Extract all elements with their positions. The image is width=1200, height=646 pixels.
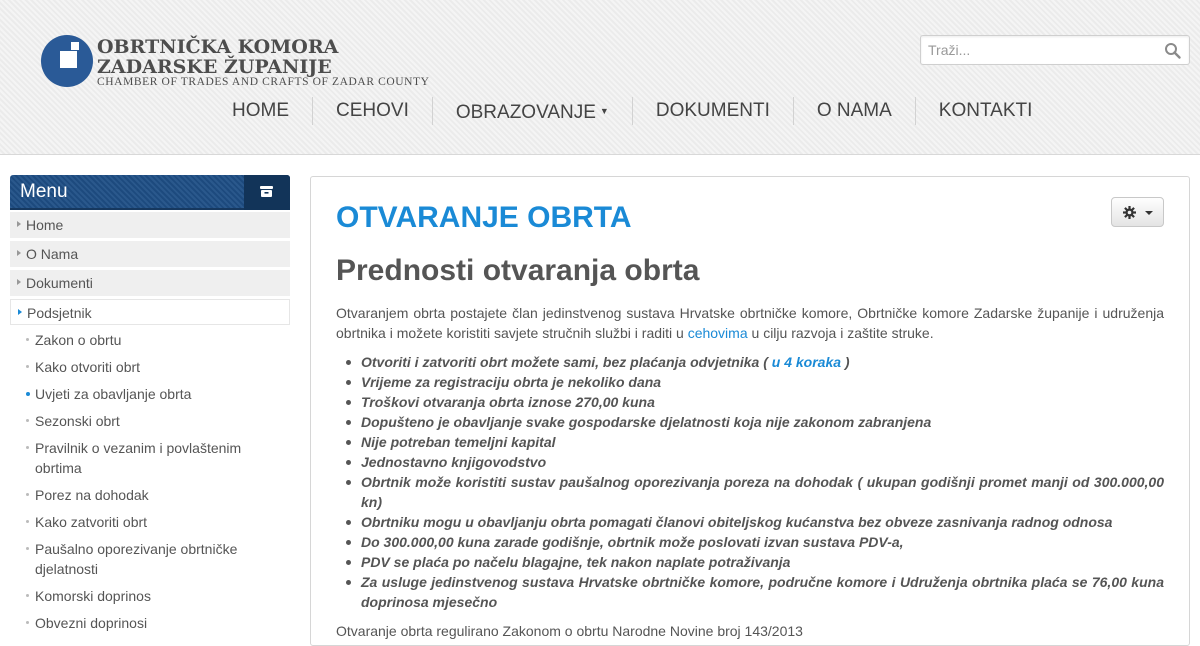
- article-subtitle: Prednosti otvaranja obrta: [336, 254, 700, 287]
- list-item: [361, 352, 1164, 372]
- list-item: Do 300.000,00 kuna zarade godišnje, obrtnik može poslovati izvan sustava PDV-a,: [361, 532, 1164, 552]
- bullet-dot-icon: [26, 621, 29, 624]
- chamber-logo-icon: [40, 34, 94, 88]
- nav-o-nama-label: O NAMA: [816, 100, 892, 121]
- sidebar-item-label: Home: [26, 217, 64, 233]
- bullet-dot-icon: [26, 338, 29, 341]
- list-item: Obrtniku mogu u obavljanju obrta pomagati članovi obiteljskog kućanstva bez obveze zasnivanja radnog odnosa: [361, 512, 1164, 532]
- list-item: Dopušteno je obavljanje svake gospodarske djelatnosti koja nije zakonom zabranjena: [361, 412, 1164, 432]
- submenu-item-label: Pravilnik o vezanim i povlaštenim obrtima: [35, 440, 242, 476]
- nav-kontakti-label: KONTAKTI: [938, 100, 1033, 121]
- submenu-item-obvezni-doprinosi[interactable]: [10, 613, 290, 633]
- bullet-dot-icon: [26, 493, 29, 496]
- logo-subtitle: CHAMBER OF TRADES AND CRAFTS OF ZADAR COUNTY: [97, 76, 430, 88]
- list-item: Nije potreban temeljni kapital: [361, 432, 1164, 452]
- submenu-item-zakon-o-obrtu[interactable]: [10, 330, 290, 350]
- submenu-item-porez-na-dohodak[interactable]: [10, 485, 290, 505]
- search-icon[interactable]: [1164, 42, 1181, 59]
- list-item: Jednostavno knjigovodstvo: [361, 452, 1164, 472]
- site-logo[interactable]: [40, 33, 440, 93]
- search-input[interactable]: [921, 36, 1156, 64]
- bullet-arrow-icon: [17, 279, 21, 285]
- sidebar-item-label: Dokumenti: [26, 275, 93, 291]
- intro-text-end: u cilju razvoja i zaštite struke.: [747, 325, 934, 341]
- nav-dokumenti[interactable]: [632, 97, 793, 125]
- intro-text-start: Otvaranjem obrta postajete član jedinstvenog sustava Hrvatske obrtničke komore, Obrtničke komore Zadarske županije i udruženja obrtnika i možete koristiti savjete stručnih službi i raditi u: [336, 305, 1164, 341]
- bullet-dot-icon: [26, 594, 29, 597]
- bullet-dot-icon: [26, 520, 29, 523]
- sidebar-item-home[interactable]: [10, 212, 290, 238]
- submenu-item-label: Sezonski obrt: [35, 413, 120, 429]
- benefits-list: [361, 352, 1164, 612]
- nav-o-nama[interactable]: [793, 97, 915, 125]
- bullet-arrow-icon: [18, 309, 22, 315]
- sidebar-item-dokumenti[interactable]: [10, 270, 290, 296]
- list-item: Za usluge jedinstvenog sustava Hrvatske obrtničke komore, područne komore i Udruženja obrtnika plaća se 76,00 kuna doprinosa mjesečno: [361, 574, 1164, 610]
- submenu-item-label: Obvezni doprinosi: [35, 615, 148, 631]
- logo-title-line2: ZADARSKE ŽUPANIJE: [97, 56, 332, 78]
- steps-link[interactable]: u 4 koraka: [771, 354, 842, 370]
- cehovima-link[interactable]: cehovima: [687, 325, 748, 341]
- submenu-item-label: Paušalno oporezivanje obrtničke djelatnosti: [35, 541, 238, 577]
- bullet-dot-icon: [26, 365, 29, 368]
- search-box: [920, 35, 1190, 65]
- gear-icon: [1123, 206, 1136, 219]
- regulation-paragraph: Otvaranje obrta regulirano Zakonom o obrtu Narodne Novine broj 143/2013: [336, 623, 803, 639]
- nav-home[interactable]: [209, 97, 312, 125]
- bullet-arrow-icon: [17, 250, 21, 256]
- submenu-item-label: Komorski doprinos: [35, 588, 151, 604]
- bullet-dot-icon: [26, 392, 30, 396]
- intro-paragraph: [336, 303, 1164, 343]
- submenu-item-label: Porez na dohodak: [35, 487, 149, 503]
- sidebar-menu-title: Menu: [20, 181, 68, 202]
- bullet-text-start: Otvoriti i zatvoriti obrt možete sami, bez plaćanja odvjetnika (: [361, 354, 772, 370]
- bullet-arrow-icon: [17, 221, 21, 227]
- article-options-button[interactable]: [1111, 197, 1164, 227]
- list-item: Obrtnik može koristiti sustav paušalnog oporezivanja poreza na dohodak ( ukupan godišnji promet manji od 300.000,00 kn): [361, 474, 1164, 510]
- sidebar-item-o-nama[interactable]: [10, 241, 290, 267]
- bullet-dot-icon: [26, 446, 29, 449]
- logo-title-line1: OBRTNIČKA KOMORA: [97, 36, 339, 58]
- submenu-item-kako-otvoriti-obrt[interactable]: [10, 357, 290, 377]
- nav-cehovi-label: CEHOVI: [336, 100, 409, 121]
- nav-home-label: HOME: [232, 100, 289, 121]
- sidebar-menu-header: [10, 175, 290, 210]
- nav-obrazovanje[interactable]: [432, 97, 632, 125]
- nav-obrazovanje-label: OBRAZOVANJE: [455, 102, 596, 123]
- submenu-item-label: Kako otvoriti obrt: [35, 359, 141, 375]
- page-title: OTVARANJE OBRTA: [336, 201, 632, 234]
- sidebar-toggle-button[interactable]: [244, 175, 290, 210]
- submenu-item-komorski-doprinos[interactable]: [10, 586, 290, 606]
- bullet-dot-icon: [26, 547, 29, 550]
- nav-cehovi[interactable]: [312, 97, 432, 125]
- bullet-text-end: ): [841, 354, 850, 370]
- submenu-item-label: Zakon o obrtu: [35, 332, 122, 348]
- archive-icon: [258, 183, 275, 200]
- sidebar-item-label: Podsjetnik: [27, 305, 92, 321]
- list-item: PDV se plaća po načelu blagajne, tek nakon naplate potraživanja: [361, 552, 1164, 572]
- caret-down-icon: ▼: [599, 106, 609, 116]
- nav-kontakti[interactable]: [915, 97, 1056, 125]
- bullet-dot-icon: [26, 419, 29, 422]
- sidebar-item-podsjetnik[interactable]: [10, 299, 290, 325]
- sidebar-submenu: [10, 330, 290, 633]
- submenu-item-pravilnik[interactable]: [10, 438, 290, 478]
- submenu-item-sezonski-obrt[interactable]: [10, 411, 290, 431]
- list-item: Troškovi otvaranja obrta iznose 270,00 kuna: [361, 392, 1164, 412]
- sidebar-menu: [10, 175, 290, 633]
- sidebar-item-label: O Nama: [26, 246, 79, 262]
- list-item: Vrijeme za registraciju obrta je nekoliko dana: [361, 372, 1164, 392]
- submenu-item-label: Uvjeti za obavljanje obrta: [35, 386, 192, 402]
- site-header: [0, 0, 1200, 155]
- main-navigation: [209, 96, 1055, 126]
- caret-down-icon: [1145, 211, 1153, 215]
- submenu-item-uvjeti[interactable]: [10, 384, 290, 404]
- submenu-item-pausalno[interactable]: [10, 539, 290, 579]
- submenu-item-label: Kako zatvoriti obrt: [35, 514, 148, 530]
- submenu-item-kako-zatvoriti-obrt[interactable]: [10, 512, 290, 532]
- nav-dokumenti-label: DOKUMENTI: [655, 100, 770, 121]
- article-panel: [310, 176, 1190, 646]
